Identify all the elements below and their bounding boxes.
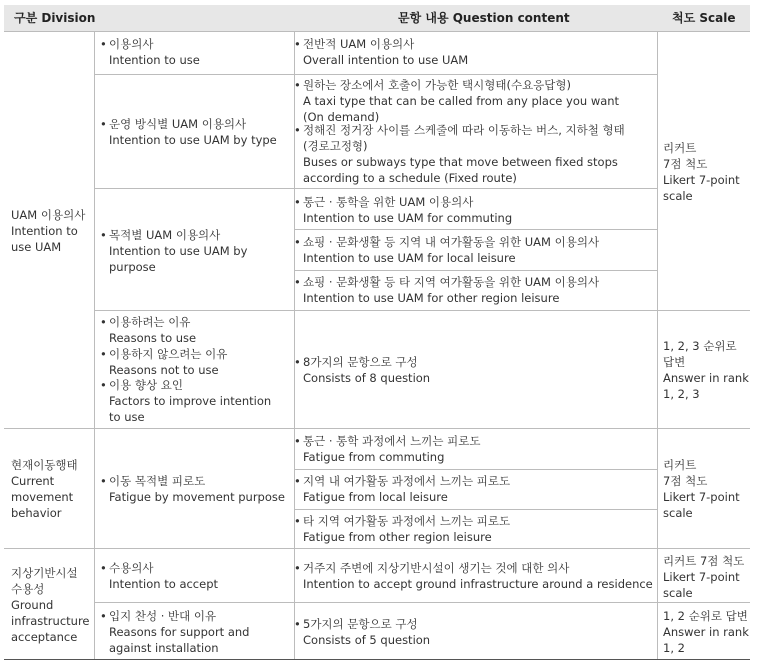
item-reasons-not-to-use: 이용하지 않으려는 이유 Reasons not to use xyxy=(109,347,228,377)
question-intention: 전반적 UAM 이용의사 Overall intention to use UAM xyxy=(303,37,469,67)
item-support-against: 입지 찬성 · 반대 이유 Reasons for support and against installation xyxy=(109,609,250,655)
bullet: • xyxy=(294,235,301,249)
bullet: • xyxy=(100,37,107,51)
question-taxi-type: 원하는 장소에서 호출이 가능한 택시형태(수요응답형) A taxi type that can be called from any place you want (On demand) xyxy=(303,78,620,124)
item-fatigue: 이동 목적별 피로도 Fatigue by movement purpose xyxy=(109,474,285,504)
scale-likert-ground: 리커트 7점 척도 Likert 7-point scale xyxy=(663,554,745,600)
item-by-type: 운영 방식별 UAM 이용의사 Intention to use UAM by type xyxy=(109,117,277,147)
bullet: • xyxy=(294,355,301,369)
division-current-behavior: 현재이동행태 Current movement behavior xyxy=(11,458,78,520)
question-commuting: 통근 · 통학을 위한 UAM 이용의사 Intention to use UAM for commuting xyxy=(303,195,513,225)
table-header xyxy=(4,5,750,31)
bullet: • xyxy=(294,78,301,92)
bullet: • xyxy=(294,275,301,289)
row-divider xyxy=(294,270,657,271)
bullet: • xyxy=(100,561,107,575)
bullet: • xyxy=(100,117,107,131)
bullet: • xyxy=(294,617,301,631)
question-fatigue-commuting: 통근 · 통학 과정에서 느끼는 피로도 Fatigue from commuting xyxy=(303,434,481,464)
bullet: • xyxy=(100,474,107,488)
column-divider xyxy=(94,31,95,659)
bullet: • xyxy=(100,315,107,329)
row-divider xyxy=(94,188,657,189)
item-intention-accept: 수용의사 Intention to accept xyxy=(109,561,219,591)
division-ground-infrastructure: 지상기반시설 수용성 Ground infrastructure acceptance xyxy=(11,566,90,644)
question-accept-infrastructure: 거주지 주변에 지상기반시설이 생기는 것에 대한 의사 Intention to accept ground infrastructure around a residence xyxy=(303,561,653,591)
question-fatigue-local: 지역 내 여가활동 과정에서 느끼는 피로도 Fatigue from local leisure xyxy=(303,474,511,504)
section-divider xyxy=(4,428,750,429)
bullet: • xyxy=(294,474,301,488)
bullet: • xyxy=(100,609,107,623)
row-divider xyxy=(294,469,657,470)
header-scale: 척도 Scale xyxy=(672,11,736,25)
bullet: • xyxy=(294,195,301,209)
bullet: • xyxy=(294,434,301,448)
bullet: • xyxy=(294,514,301,528)
question-fatigue-other-region: 타 지역 여가활동 과정에서 느끼는 피로도 Fatigue from other region leisure xyxy=(303,514,511,544)
bullet: • xyxy=(100,378,107,392)
row-divider xyxy=(294,509,657,510)
row-divider xyxy=(294,229,657,230)
question-other-region-leisure: 쇼핑 · 문화생활 등 타 지역 여가활동을 위한 UAM 이용의사 Intention to use UAM for other region leisure xyxy=(303,275,600,305)
question-local-leisure: 쇼핑 · 문화생활 등 지역 내 여가활동을 위한 UAM 이용의사 Intention to use UAM for local leisure xyxy=(303,235,600,265)
bullet: • xyxy=(294,37,301,51)
item-intention: 이용의사 Intention to use xyxy=(109,37,200,67)
scale-likert-uam: 리커트 7점 척도 Likert 7-point scale xyxy=(663,141,740,203)
bullet: • xyxy=(100,347,107,361)
table-bottom-border xyxy=(4,659,750,660)
item-reasons-to-use: 이용하려는 이유 Reasons to use xyxy=(109,315,197,345)
item-improve-factors: 이용 향상 요인 Factors to improve intention to use xyxy=(109,378,272,424)
item-by-purpose: 목적별 UAM 이용의사 Intention to use UAM by purpose xyxy=(109,228,248,274)
scale-rank-12: 1, 2 순위로 답변 Answer in rank 1, 2 xyxy=(663,609,749,655)
bullet: • xyxy=(294,561,301,575)
bullet: • xyxy=(100,228,107,242)
section-divider xyxy=(4,548,750,549)
header-division: 구분 Division xyxy=(14,11,96,25)
row-divider xyxy=(94,602,750,603)
division-uam: UAM 이용의사 Intention to use UAM xyxy=(11,208,86,254)
question-bus-type: 정해진 정거장 사이를 스케줄에 따라 이동하는 버스, 지하철 형태 (경로고정형) Buses or subways type that move between fixed stops according to a schedule (Fixed route) xyxy=(303,123,625,185)
header-question-content: 문항 내용 Question content xyxy=(398,11,570,25)
scale-likert-current: 리커트 7점 척도 Likert 7-point scale xyxy=(663,458,740,520)
scale-rank-123: 1, 2, 3 순위로 답변 Answer in rank 1, 2, 3 xyxy=(663,339,749,401)
row-divider xyxy=(4,31,750,32)
row-divider xyxy=(94,74,657,75)
bullet: • xyxy=(294,123,301,137)
question-8-items: 8가지의 문항으로 구성 Consists of 8 question xyxy=(303,355,431,385)
column-divider xyxy=(657,31,658,659)
row-divider xyxy=(94,310,750,311)
question-5-items: 5가지의 문항으로 구성 Consists of 5 question xyxy=(303,617,431,647)
